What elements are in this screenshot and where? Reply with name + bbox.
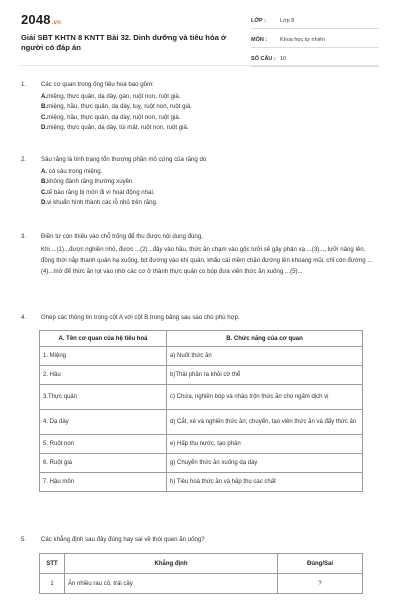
logo-text: 2048 <box>21 12 51 27</box>
meta-key: SỐ CÂU : <box>251 56 276 62</box>
table-row <box>40 366 363 385</box>
option-text: tế bào răng bị mòn đi vì hoạt động nhai. <box>47 188 155 196</box>
question-number: 3. <box>21 233 27 240</box>
option-letter: D. <box>41 199 48 206</box>
option-b[interactable] <box>41 102 379 113</box>
question-number: 4. <box>21 314 27 321</box>
document-title: Giải SBT KHTN 8 KNTT Bài 32. Dinh dưỡng và tiêu hóa ở người có đáp án <box>21 33 227 52</box>
document-meta <box>251 14 379 71</box>
table-row <box>40 385 363 410</box>
organ-cell: 3.Thực quản <box>40 385 167 410</box>
column-header-true-false: Đúng/Sai <box>278 554 363 574</box>
question-1 <box>21 80 379 134</box>
organ-cell: 1. Miệng <box>40 347 167 366</box>
question-number: 2. <box>21 156 27 163</box>
option-text: không đánh răng thường xuyên. <box>47 178 135 185</box>
organ-cell: 5. Ruột non <box>40 435 167 454</box>
option-letter: D. <box>41 124 48 131</box>
option-letter: A. <box>41 92 48 100</box>
option-a[interactable] <box>41 167 379 178</box>
option-text: miệng, thực quản, dạ dày, gan, ruột non, ruột già. <box>47 92 181 100</box>
logo-suffix: .vn <box>51 20 62 26</box>
function-cell: h) Tiêu hoá thức ăn và hấp thụ các chất <box>167 473 363 492</box>
column-header-b: B. Chức năng của cơ quan <box>167 331 363 347</box>
statement-cell: Ăn nhiều rau củ, trái cây <box>65 574 278 594</box>
question-2 <box>21 155 379 209</box>
meta-value: Khoa học tự nhiên <box>280 37 325 43</box>
option-d[interactable] <box>41 198 379 209</box>
question-stem: Sâu răng là tình trạng tổn thương phần mô cứng của răng do <box>41 156 207 163</box>
question-number: 1. <box>21 81 27 88</box>
option-text: miệng, hầu, thực quản, dạ dày, tuỵ, ruột non, ruột già. <box>47 103 192 110</box>
column-header-a: A. Tên cơ quan của hệ tiêu hoá <box>40 331 167 347</box>
meta-row-subject <box>251 33 379 48</box>
option-text: có sâu trong miệng. <box>47 167 103 175</box>
question-4 <box>21 313 379 325</box>
table-header-row <box>40 554 363 574</box>
table-row <box>40 435 363 454</box>
function-cell: b)Thải phân ra khỏi cơ thể <box>167 366 363 385</box>
function-cell: c) Chứa, nghiền bóp và nhào trộn thức ăn cho ngấm dịch vị <box>167 385 363 410</box>
matching-table <box>39 330 363 492</box>
question-stem: Các khẳng định sau đây đúng hay sai về thói quen ăn uống? <box>41 536 205 543</box>
option-letter: C. <box>41 113 48 121</box>
organ-cell: 2. Hầu <box>40 366 167 385</box>
header-divider <box>21 65 379 66</box>
option-letter: C. <box>41 188 48 196</box>
question-3 <box>21 232 379 277</box>
function-cell: d) Cắt, xé và nghiền thức ăn; chuyển, tạo viên thức ăn và đẩy thức ăn <box>167 410 363 435</box>
meta-key: LỚP : <box>251 18 266 24</box>
table-row <box>40 347 363 366</box>
organ-cell: 4. Dạ dày <box>40 410 167 435</box>
table-row <box>40 454 363 473</box>
option-a[interactable] <box>41 92 379 103</box>
option-letter: B. <box>41 178 48 185</box>
true-false-table <box>39 553 363 594</box>
question-stem: Các cơ quan trong ống tiêu hoá bao gồm: <box>41 81 154 88</box>
function-cell: e) Hấp thụ nước, tạo phân <box>167 435 363 454</box>
question-5 <box>21 535 379 547</box>
table-row <box>40 473 363 492</box>
function-cell: g) Chuyển thức ăn xuống dạ dày <box>167 454 363 473</box>
meta-key: MÔN : <box>251 37 268 43</box>
question-paragraph: Khi ...(1)...được nghiền nhỏ, được ...(2)...đảy vào hầu, thức ăn chạm vào gốc lưỡi sẽ gây phản xạ ...(3)..., lưỡi nâng lên, đồng thời nắp thanh quản hạ xuống, bịt đường vào khí quản, khẩu cái mềm chặn đường lên khoang mũi, chỉ còn đường ...(4)...mở để thức ăn lọt vào nhờ các cơ ở thành thực quản co bóp đưa viên thức ăn xuống ...(5)... <box>41 245 373 275</box>
organ-cell: 6. Ruột già <box>40 454 167 473</box>
question-number: 5. <box>21 536 27 543</box>
table-row <box>40 410 363 435</box>
option-letter: B. <box>41 103 48 110</box>
function-cell: a) Nuốt thức ăn <box>167 347 363 366</box>
option-text: miệng, thực quản, dạ dày, túi mật, ruột non, ruột già. <box>47 124 189 131</box>
option-c[interactable] <box>41 113 379 124</box>
question-stem: Ghép các thông tin trong cột A với cột B trong bảng sau sao cho phù hợp. <box>41 314 240 321</box>
column-header-stt: STT <box>40 554 65 574</box>
table-row <box>40 574 363 594</box>
option-d[interactable] <box>41 123 379 134</box>
question-stem: Điền từ còn thiếu vào chỗ trống để thu được nội dung đúng. <box>41 233 203 240</box>
option-c[interactable] <box>41 188 379 199</box>
meta-value: 10 <box>280 56 287 62</box>
meta-row-class <box>251 14 379 29</box>
column-header-statement: Khẳng định <box>65 554 278 574</box>
organ-cell: 7. Hậu môn <box>40 473 167 492</box>
option-text: miệng, hầu, thực quản, dạ dày, ruột non, ruột già. <box>47 113 181 121</box>
answer-cell[interactable]: ? <box>278 574 363 594</box>
site-logo[interactable] <box>21 12 61 27</box>
table-header-row <box>40 331 363 347</box>
meta-value: Lớp 8 <box>280 18 295 24</box>
option-text: vi khuẩn hình thành các lỗ nhỏ trên răng. <box>47 199 158 206</box>
row-number: 1 <box>40 574 65 594</box>
option-letter: A. <box>41 167 48 175</box>
option-b[interactable] <box>41 177 379 188</box>
